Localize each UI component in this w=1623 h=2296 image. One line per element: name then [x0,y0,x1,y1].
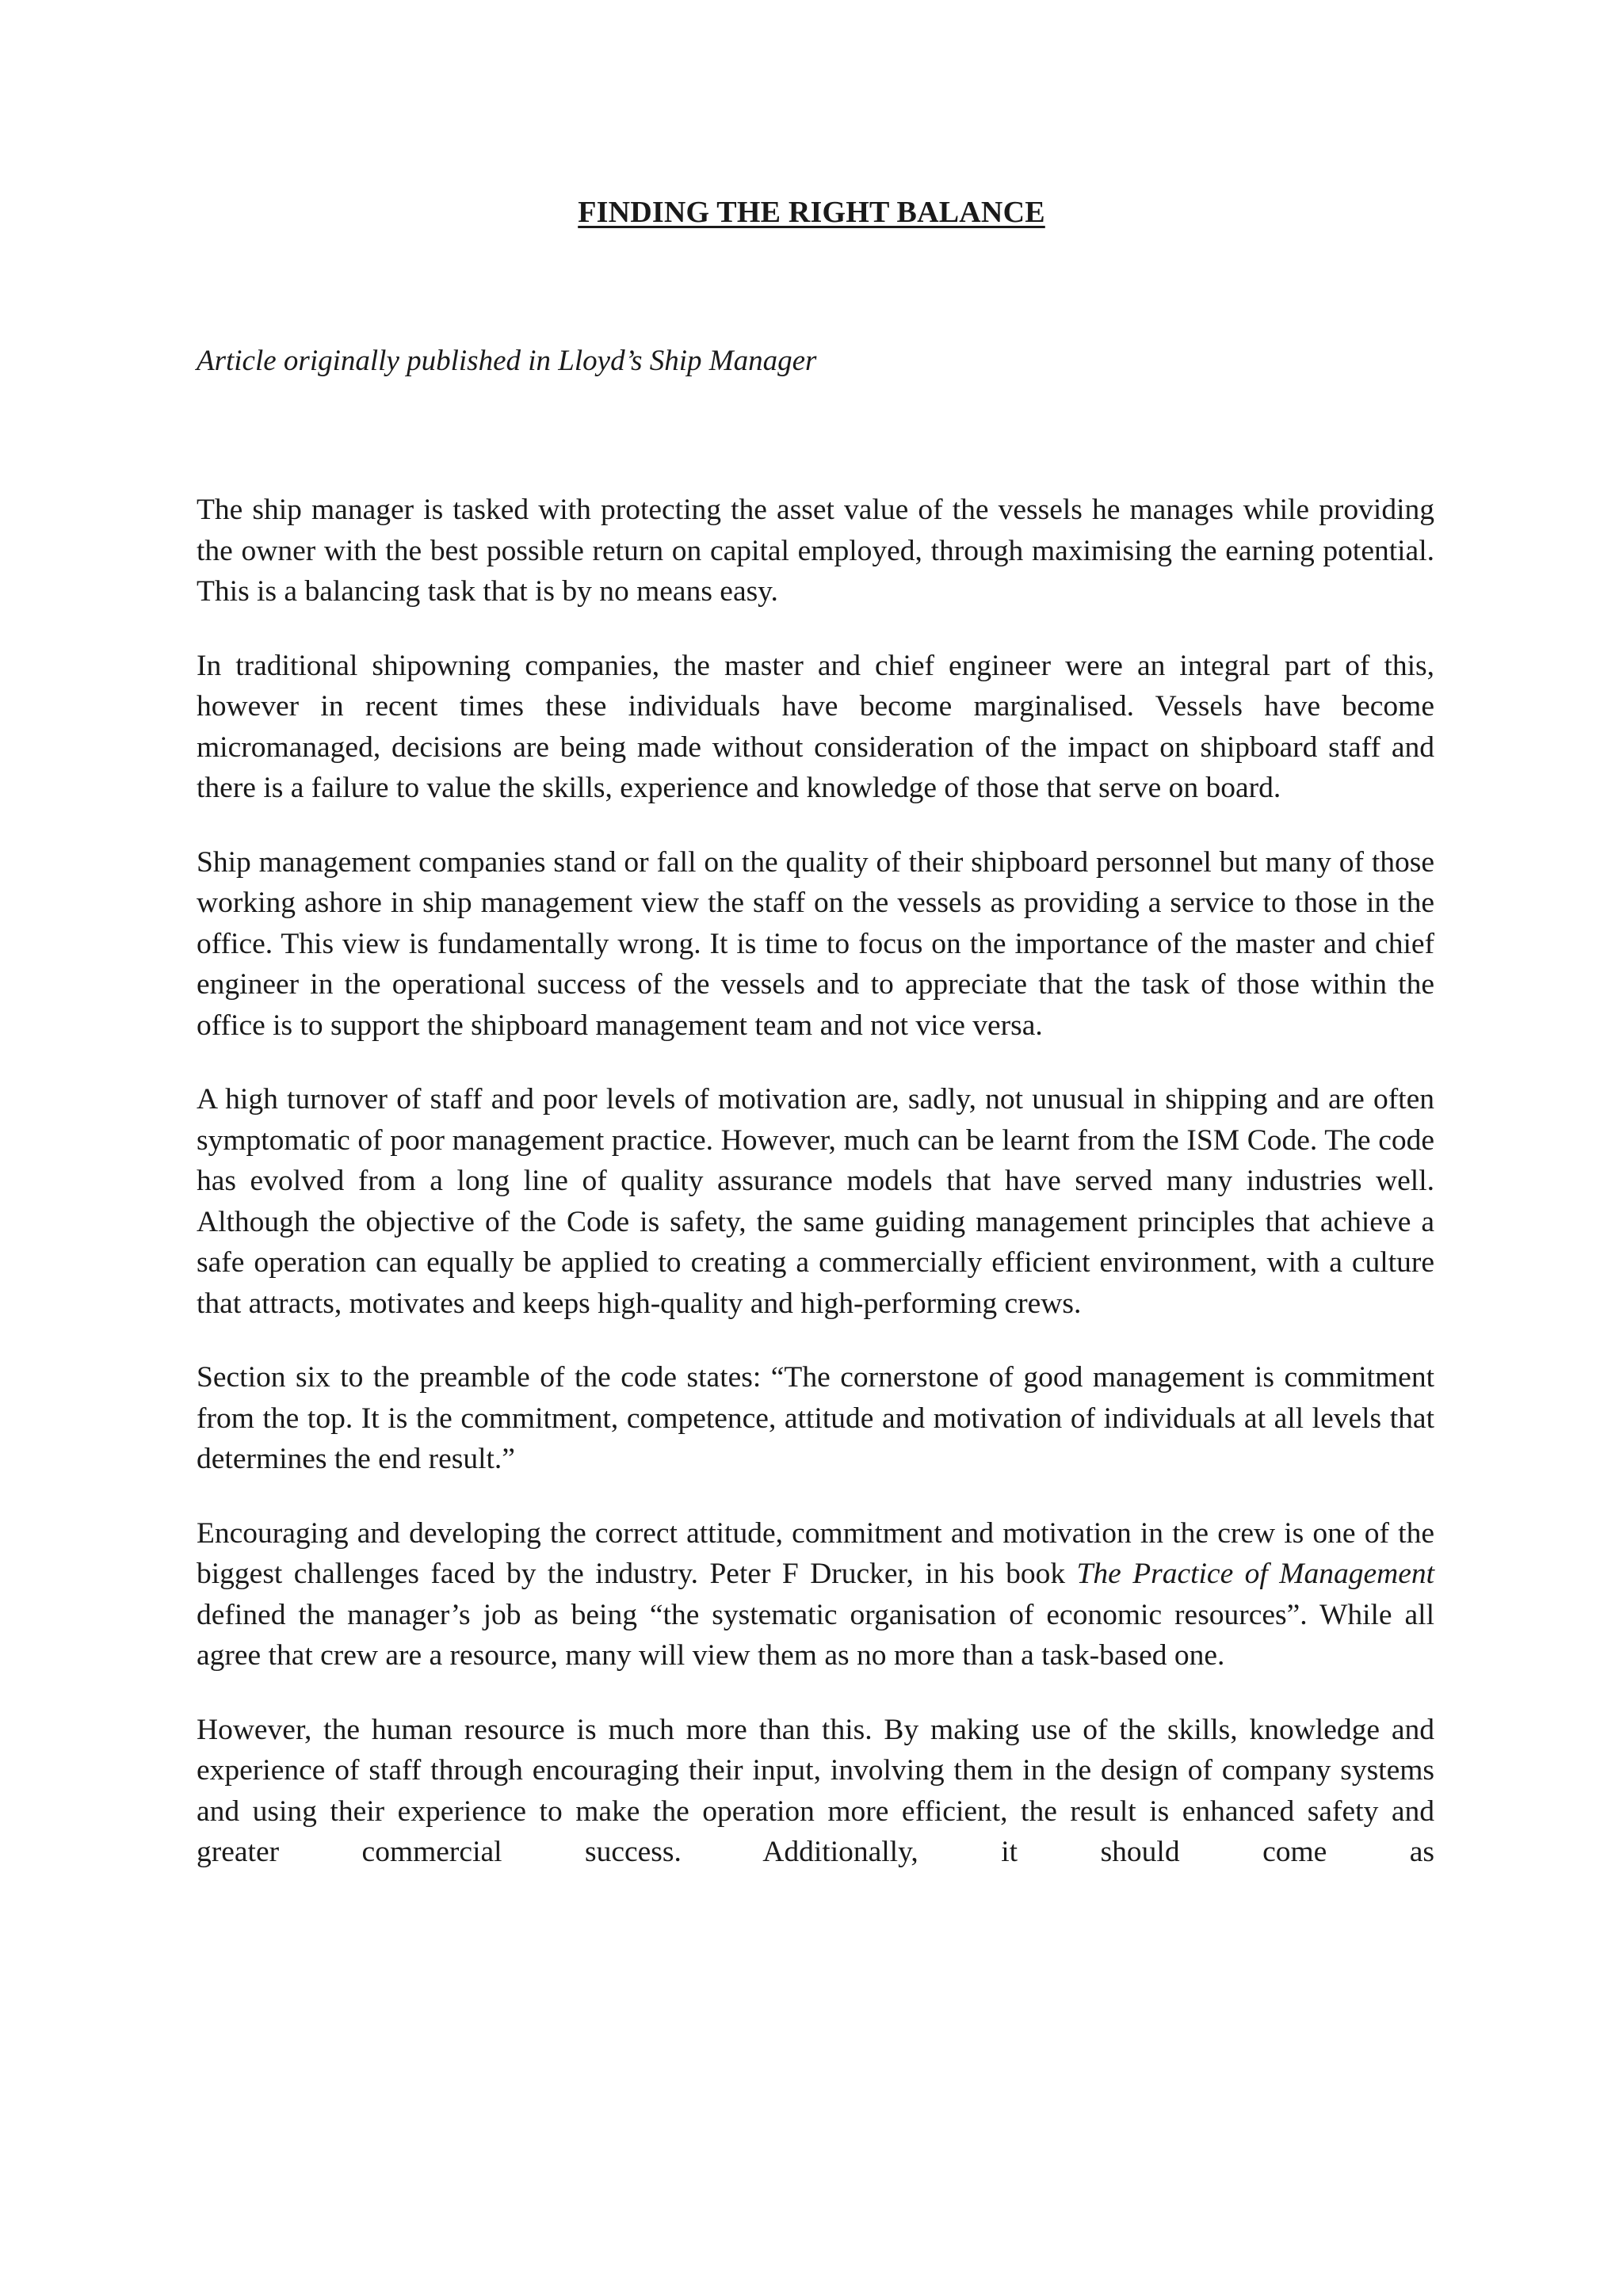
paragraph-6-text-after: defined the manager’s job as being “the systematic organisation of economic resources”. While all agree that crew are a resource, many will view them as no more than a task-based one. [197,1598,1434,1672]
paragraph-1: The ship manager is tasked with protecting the asset value of the vessels he manages while providing the owner with the best possible return on capital employed, through maximising the earning potential. This is a balancing task that is by no means easy. [197,494,1434,608]
paragraph-4: A high turnover of staff and poor levels of motivation are, sadly, not unusual in shipping and are often symptomatic of poor management practice. However, much can be learnt from the ISM Code. The code has evolved from a long line of quality assurance models that have served many industries well. Although the objective of the Code is safety, the same guiding management principles that achieve a safe operation can equally be applied to creating a commercially efficient environment, with a culture that attracts, motivates and keeps high-quality and high-performing crews. [197,1083,1434,1320]
paragraph-3: Ship management companies stand or fall on the quality of their shipboard personnel but many of those working ashore in ship management view the staff on the vessels as providing a service to those in the office. This view is fundamentally wrong. It is time to focus on the importance of the master and chief engineer in the operational success of the vessels and to appreciate that the task of those within the office is to support the shipboard management team and not vice versa. [197,845,1434,1042]
article-body [197,490,1434,1906]
book-title: The Practice of Management [1076,1558,1435,1590]
paragraph-6-text-before: Encouraging and developing the correct attitude, commitment and motivation in the crew is one of the biggest challenges faced by the industry. Peter F Drucker, in his book [197,1516,1434,1590]
paragraph-2: In traditional shipowning companies, the master and chief engineer were an integral part of this, however in recent times these individuals have become marginalised. Vessels have become micromanaged, decisions are being made without consideration of the impact on shipboard staff and there is a failure to value the skills, experience and knowledge of those that serve on board. [197,649,1434,804]
paragraph-7: However, the human resource is much more than this. By making use of the skills, knowledge and experience of staff through encouraging their input, involving them in the design of company systems and using their experience to make the operation more efficient, the result is enhanced safety and greater commercial success. Additionally, it should come as [197,1713,1434,1868]
paragraph-6 [197,1513,1434,1676]
document-title: FINDING THE RIGHT BALANCE [578,196,1045,229]
paragraph-5: Section six to the preamble of the code states: “The cornerstone of good management is commitment from the top. It is the commitment, competence, attitude and motivation of individuals at all levels that determines the end result.” [197,1361,1434,1475]
publication-note: Article originally published in Lloyd’s Ship Manager [197,345,817,377]
